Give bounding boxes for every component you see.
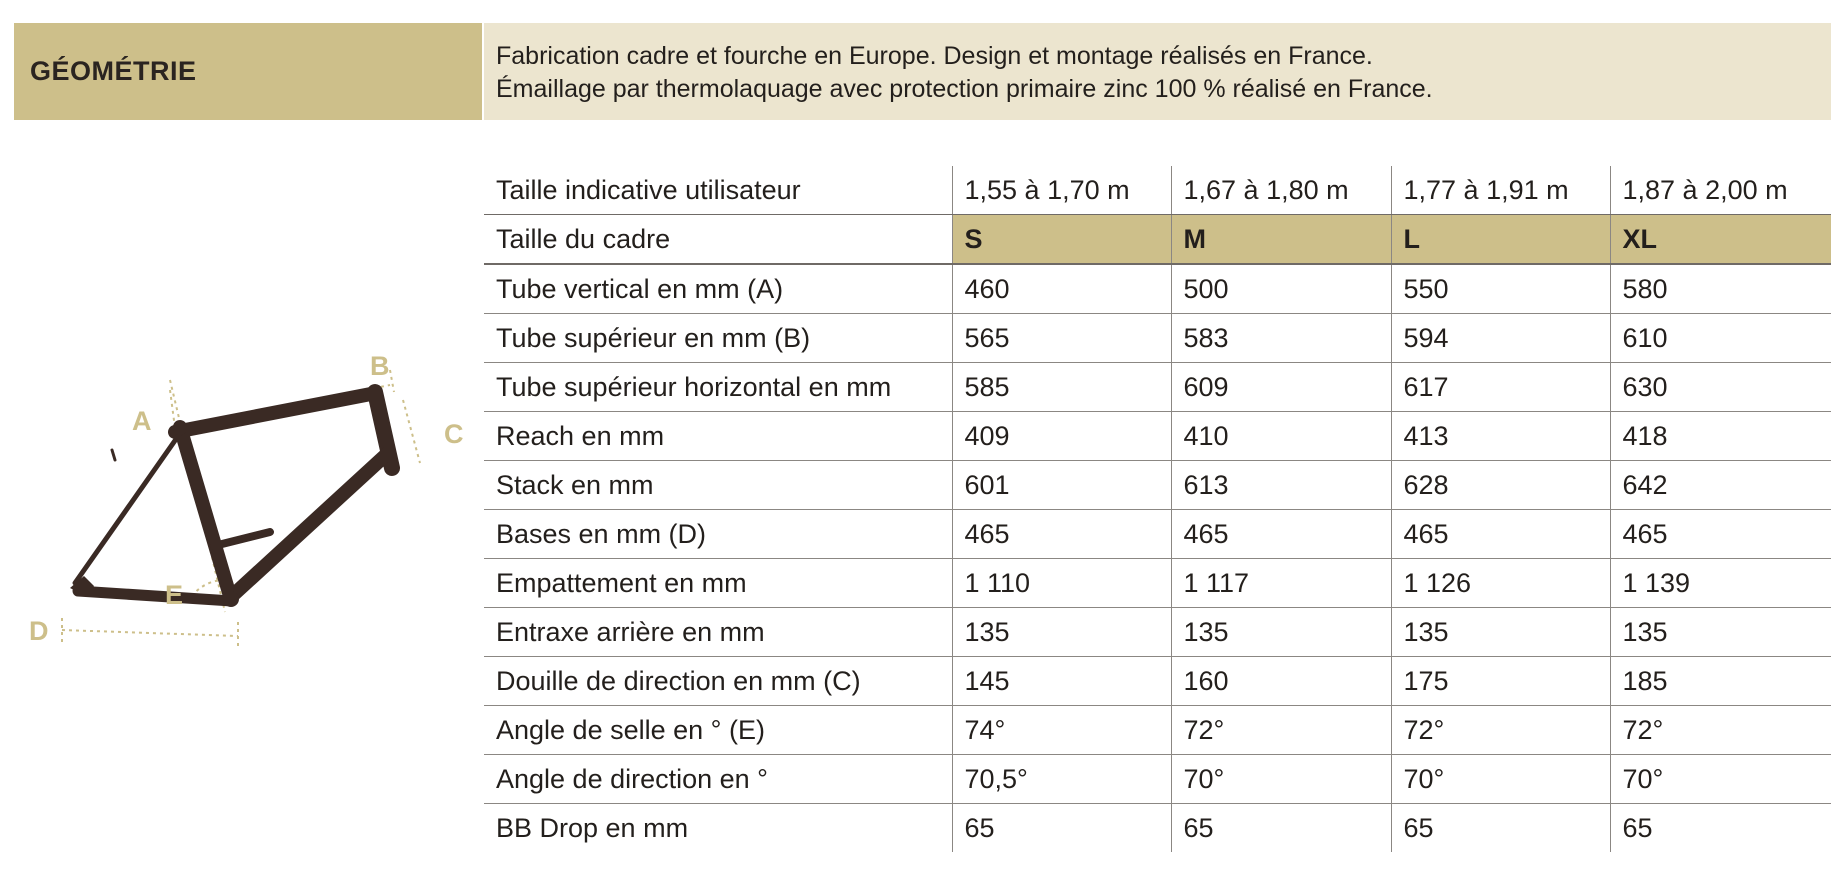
row-label: Douille de direction en mm (C) xyxy=(484,657,952,706)
measurement-labels xyxy=(29,351,464,646)
table-cell: 160 xyxy=(1171,657,1391,706)
table-cell: 418 xyxy=(1610,412,1831,461)
label-c: C xyxy=(444,419,464,449)
table-cell: 72° xyxy=(1610,706,1831,755)
table-cell: 65 xyxy=(1171,804,1391,853)
table-cell: 580 xyxy=(1610,264,1831,314)
table-cell: 642 xyxy=(1610,461,1831,510)
table-cell: 460 xyxy=(952,264,1171,314)
table-cell: 185 xyxy=(1610,657,1831,706)
table-row xyxy=(484,363,1831,412)
measure-tick-b-right xyxy=(390,370,394,392)
table-cell: 410 xyxy=(1171,412,1391,461)
table-cell: 585 xyxy=(952,363,1171,412)
row-label: Empattement en mm xyxy=(484,559,952,608)
table-row xyxy=(484,559,1831,608)
table-cell: 1,55 à 1,70 m xyxy=(952,166,1171,215)
table-cell: 1,87 à 2,00 m xyxy=(1610,166,1831,215)
table-row xyxy=(484,706,1831,755)
row-label: Angle de direction en ° xyxy=(484,755,952,804)
table-cell: 65 xyxy=(1391,804,1610,853)
seat-tube xyxy=(180,427,230,596)
kickstand-plate xyxy=(214,532,270,546)
table-cell: 413 xyxy=(1391,412,1610,461)
table-cell: 175 xyxy=(1391,657,1610,706)
table-cell: 601 xyxy=(952,461,1171,510)
table-cell: 465 xyxy=(1171,510,1391,559)
measurement-lines xyxy=(62,370,420,648)
table-cell: 613 xyxy=(1171,461,1391,510)
table-cell: 565 xyxy=(952,314,1171,363)
table-cell: 628 xyxy=(1391,461,1610,510)
table-cell: 1,67 à 1,80 m xyxy=(1171,166,1391,215)
row-label: Tube supérieur horizontal en mm xyxy=(484,363,952,412)
table-row xyxy=(484,510,1831,559)
description-line-2: Émaillage par thermolaquage avec protection primaire zinc 100 % réalisé en France. xyxy=(496,75,1433,103)
table-cell: 465 xyxy=(1391,510,1610,559)
table-cell: 1 126 xyxy=(1391,559,1610,608)
table-cell: S xyxy=(952,215,1171,265)
table-row xyxy=(484,314,1831,363)
table-cell: 594 xyxy=(1391,314,1610,363)
table-cell: 65 xyxy=(1610,804,1831,853)
table-cell: 72° xyxy=(1171,706,1391,755)
table-cell: 70° xyxy=(1610,755,1831,804)
table-cell: 609 xyxy=(1171,363,1391,412)
chain-stay xyxy=(78,591,232,601)
table-row xyxy=(484,657,1831,706)
table-cell: 610 xyxy=(1610,314,1831,363)
table-row xyxy=(484,608,1831,657)
label-d: D xyxy=(29,616,49,646)
table-cell: 409 xyxy=(952,412,1171,461)
table-cell: 70,5° xyxy=(952,755,1171,804)
label-b: B xyxy=(370,351,390,381)
row-label: BB Drop en mm xyxy=(496,812,689,843)
row-label: Entraxe arrière en mm xyxy=(484,608,952,657)
row-label: Tube vertical en mm (A) xyxy=(484,264,952,314)
seat-stay xyxy=(75,432,181,583)
row-label: Reach en mm xyxy=(484,412,952,461)
row-label: Taille indicative utilisateur xyxy=(484,166,952,215)
row-label: Stack en mm xyxy=(484,461,952,510)
table-cell: 1 117 xyxy=(1171,559,1391,608)
bottom-bracket xyxy=(223,591,239,607)
table-row xyxy=(484,804,1831,853)
section-title-text: GÉOMÉTRIE xyxy=(30,56,197,86)
table-cell: 550 xyxy=(1391,264,1610,314)
section-description xyxy=(484,23,1831,120)
table-row xyxy=(484,166,1831,215)
table-row xyxy=(484,461,1831,510)
frame-tubes xyxy=(75,392,392,601)
table-cell: 617 xyxy=(1391,363,1610,412)
table-cell: 583 xyxy=(1171,314,1391,363)
down-tube xyxy=(232,453,388,596)
table-cell: 135 xyxy=(1171,608,1391,657)
table-cell: 145 xyxy=(952,657,1171,706)
table-cell: 1,77 à 1,91 m xyxy=(1391,166,1610,215)
label-a: A xyxy=(132,406,152,436)
table-cell: M xyxy=(1171,215,1391,265)
table-row xyxy=(484,215,1831,265)
table-cell: 500 xyxy=(1171,264,1391,314)
table-cell: 135 xyxy=(1391,608,1610,657)
description-line-1: Fabrication cadre et fourche en Europe. Design et montage réalisés en France. xyxy=(496,42,1373,70)
geometry-table xyxy=(484,166,1831,852)
table-row xyxy=(484,264,1831,314)
row-label: Angle de selle en ° (E) xyxy=(484,706,952,755)
table-cell: XL xyxy=(1610,215,1831,265)
table-cell: 465 xyxy=(952,510,1171,559)
table-cell: 65 xyxy=(952,804,1171,853)
row-label: Bases en mm (D) xyxy=(484,510,952,559)
label-e: E xyxy=(165,580,184,610)
table-cell: 70° xyxy=(1391,755,1610,804)
table-cell: 630 xyxy=(1610,363,1831,412)
table-cell: 135 xyxy=(1610,608,1831,657)
row-label: Taille du cadre xyxy=(484,215,952,265)
measure-line-c xyxy=(403,400,420,463)
top-tube xyxy=(175,393,376,432)
row-label: Tube supérieur en mm (B) xyxy=(484,314,952,363)
bottle-boss xyxy=(112,450,115,460)
table-cell: 465 xyxy=(1610,510,1831,559)
frame-geometry-diagram xyxy=(20,350,470,670)
table-cell: 1 139 xyxy=(1610,559,1831,608)
table-cell: 1 110 xyxy=(952,559,1171,608)
table-cell: L xyxy=(1391,215,1610,265)
table-row xyxy=(484,412,1831,461)
table-cell: 74° xyxy=(952,706,1171,755)
table-cell: 70° xyxy=(1171,755,1391,804)
table-cell: 135 xyxy=(952,608,1171,657)
measure-line-d xyxy=(62,630,238,636)
section-title xyxy=(14,23,482,120)
table-row xyxy=(484,755,1831,804)
table-cell: 72° xyxy=(1391,706,1610,755)
seat-clamp xyxy=(173,421,187,435)
